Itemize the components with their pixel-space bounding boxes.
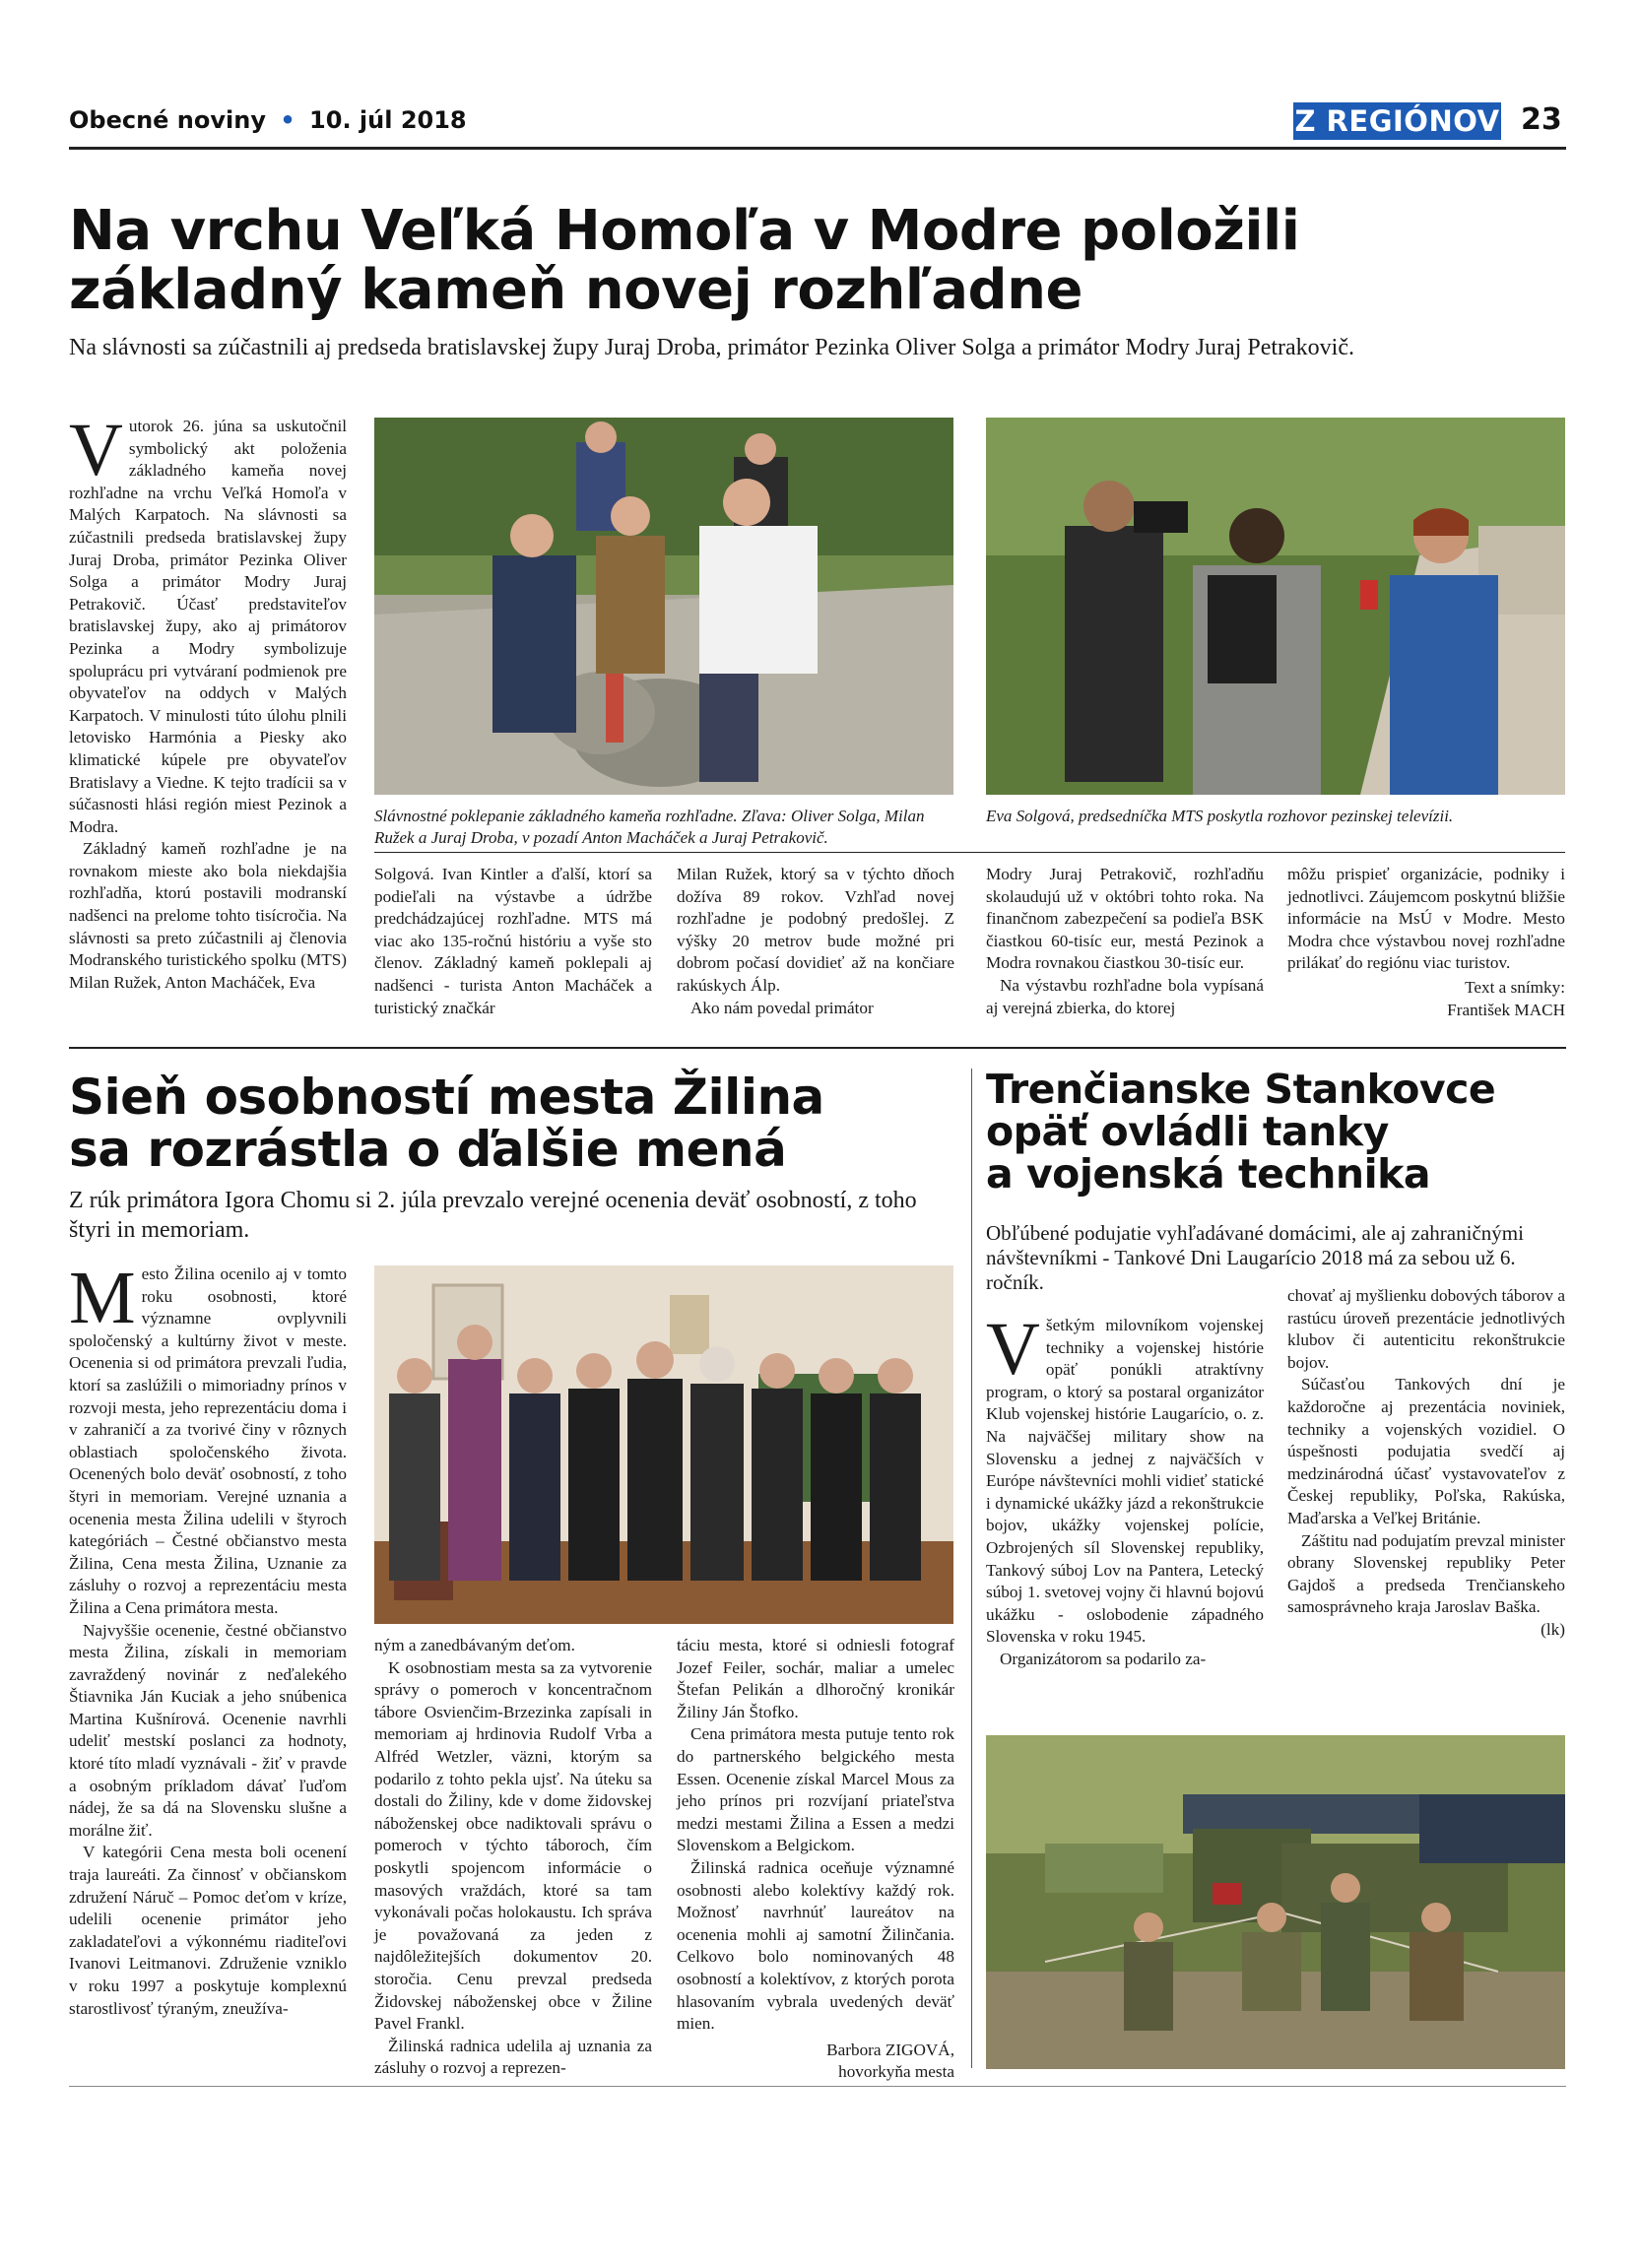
article3-paragraph: chovať aj myšlienku dobových táborov a rastúcu úroveň prezentácie jednotlivých klubov či autenticitu rekonštrukcie bojov. <box>1287 1286 1565 1372</box>
article3-dropcap: V <box>986 1308 1040 1391</box>
article2-paragraph: Najvyššie ocenenie, čestné občianstvo mesta Žilina, získali in memoriam zavraždený novinár z neďalekého Štiavnika Ján Kuciak a jeho snúbenica Martina Kušnírová. Ocenenie navrhli udeliť mestskí poslanci za hodnoty, ktoré títo mladí vyznávali - žiť v pravde a osobným príkladom dávať ľuďom nádej, že sa dá na Slovensku slušne a morálne žiť. <box>69 1620 347 1840</box>
column-separator <box>971 1069 972 2068</box>
article3-column-2 <box>1287 1285 1565 1642</box>
article1-column-2 <box>374 864 652 1019</box>
article3-title-line: opäť ovládli tanky <box>986 1108 1389 1155</box>
article3-lead: Obľúbené podujatie vyhľadávané domácimi, ale aj zahraničnými návštevníkmi - Tankové Dni Laugarício 2018 má za sebou už 6. ročník. <box>986 1221 1524 1294</box>
running-header <box>69 106 467 134</box>
article2-dropcap: M <box>69 1257 136 1339</box>
article2-title-line: sa rozrástla o ďalšie mená <box>69 1121 787 1178</box>
article1-paragraph: utorok 26. júna sa uskutočnil symbolický akt položenia základného kameňa novej rozhľadne na vrchu Veľká Homoľa v Malých Karpatoch. Na slávnosti sa zúčastnili predseda bratislavskej župy Juraj Droba, primátor Pezinka Oliver Solga a primátor Modry Juraj Petrakovič. Účasť predstaviteľov bratislavskej župy, ako aj primátorov Pezinka a Modry symbolizuje spoluprácu pri vytváraní podmienok pre obyvateľov na oddych v Malých Karpatoch. V minulosti túto úlohu plnili letovisko Harmónia a Piesky ako klimatické kúpele pre obyvateľov Bratislavy a Viedne. K tejto tradícii sa v súčasnosti hlási región miest Pezinok a Modra. <box>69 417 347 836</box>
header-rule <box>69 147 1566 150</box>
article2-paragraph: Žilinská radnica oceňuje významné osobnosti alebo kolektívy každý rok. Možnosť navrhnúť laureátov na ocenenia mohli aj samotní Žilinčania. Celkovo bolo nominovaných 48 osobností a kolektívov, z ktorých porota hlasovaním vybrala uvedených deväť mien. <box>677 1857 954 2034</box>
article2-paragraph: K osobnostiam mesta sa za vytvorenie správy o pomeroch v koncentračnom tábore Osvienčim-Brzezinka zapísali in memoriam aj hrdinovia Rudolf Vrba a Alfréd Wetzler, väzni, ktorým sa podarilo z tohto pekla ujsť. Na úteku sa dostali do Žiliny, kde v dome židovskej náboženskej obce nadiktovali správu o pomeroch v týchto táboroch, čím poskytli spojencom informácie o masových vraždách, ktoré sa tam vykonávali počas holokaustu. Ich správa je považovaná za jeden z najdôležitejších dokumentov 20. storočia. Cenu prevzal predseda Židovskej náboženskej obce v Žiline Pavel Frankl. <box>374 1657 652 2034</box>
article1-photo-interview <box>986 418 1565 795</box>
article1-column-1 <box>69 409 347 994</box>
article2-credit-line: Barbora ZIGOVÁ, <box>826 2040 954 2059</box>
article3-credit: (lk) <box>1541 1619 1565 1639</box>
article2-paragraph: Žilinská radnica udelila aj uznania za zásluhy o rozvoj a reprezen- <box>374 2036 652 2078</box>
article2-title <box>69 1071 955 1176</box>
article1-paragraph: Na výstavbu rozhľadne bola vypísaná aj verejná zbierka, do ktorej <box>986 975 1264 1017</box>
article2-title-line: Sieň osobností mesta Žilina <box>69 1069 824 1126</box>
article1-column-5 <box>1287 864 1565 1021</box>
article1-paragraph: Milan Ružek, ktorý sa v týchto dňoch dožíva 89 rokov. Vzhľad novej rozhľadne je podobný predošlej. Z výšky 20 metrov bude možné pri dobrom počasí dovidieť až na končiare rakúskych Álp. <box>677 865 954 995</box>
article1-lead: Na slávnosti sa zúčastnili aj predseda bratislavskej župy Juraj Droba, primátor Pezinka Oliver Solga a primátor Modry Juraj Petrakovič. <box>69 335 1354 360</box>
article3-paragraph: Súčasťou Tankových dní je každoročne aj prezentácia noviniek, techniky a vojenských vozidiel. O úspešnosti podujatia svedčí aj medzinárodná účasť vystavovateľov z Českej republiky, Poľska, Rakúska, Maďarska a Veľkej Británie. <box>1287 1375 1565 1527</box>
header-bullet: • <box>280 106 295 134</box>
article3-paragraph: šetkým milovníkom vojenskej techniky a vojenskej histórie opäť ponúkli atraktívny program, o ktorý sa postaral organizátor Klub vojenskej histórie Laugarício, o. z. Na najväčšej military show na Slovensku a jednej z najväčších v Európe návštevníci mohli vidieť statické i dynamické ukážky jázd a rekonštrukcie bojov, ukážky vojenskej polície, Ozbrojených síl Slovenskej republiky, Tankový súboj Lov na Pantera, Letecký súboj 1. svetovej vojny či hlavnú bojovú ukážku - oslobodenie západného Slovenska v roku 1945. <box>986 1316 1264 1647</box>
article1-title: Na vrchu Veľká Homoľa v Modre položili základný kameň novej rozhľadne <box>69 199 1300 322</box>
article1-credit-line: Text a snímky: <box>1465 977 1565 997</box>
article1-dropcap: V <box>69 409 123 491</box>
article3-paragraph: Organizátorom sa podarilo za- <box>1000 1649 1207 1668</box>
article2-credit-line: hovorkyňa mesta <box>838 2062 954 2082</box>
article3-paragraph: Záštitu nad podujatím prevzal minister obrany Slovenskej republiky Peter Gajdoš a predseda Trenčianskeho samosprávneho kraja Jaroslav Baška. <box>1287 1530 1565 1617</box>
article2-paragraph: táciu mesta, ktoré si odniesli fotograf Jozef Feiler, sochár, maliar a umelec Štefan Pelikán a dlhoročný kronikár Žiliny Ján Štofko. <box>677 1636 954 1721</box>
article2-credit <box>677 2040 954 2084</box>
article2-column-3 <box>677 1635 954 2084</box>
article3-title <box>986 1066 1567 1198</box>
article1-paragraph: môžu prispieť organizácie, podniky i jednotlivci. Záujemcom poskytnú bližšie informácie na MsÚ v Modre. Mesto Modra chce výstavbou novej rozhľadne prilákať do regiónu viac turistov. <box>1287 865 1565 973</box>
article2-lead: Z rúk primátora Igora Chomu si 2. júla prevzalo verejné ocenenia deväť osobností, z toho štyri in memoriam. <box>69 1188 917 1243</box>
article1-caption-2: Eva Solgová, predsedníčka MTS poskytla rozhovor pezinskej televízii. <box>986 807 1454 825</box>
article1-paragraph: Ako nám povedal primátor <box>690 998 874 1017</box>
article1-column-4 <box>986 864 1264 1019</box>
article1-paragraph: Základný kameň rozhľadne je na rovnakom mieste ako bola niekdajšia rozhľadňa, ktorú postavili modranskí nadšenci na prelome tohto tisícročia. Na slávnosti sa preto zúčastnili aj členovia Modranského turistického spolku (MTS) Milan Ružek, Anton Macháček, Eva <box>69 839 347 992</box>
article1-bottom-rule <box>69 1047 1566 1049</box>
article3-title-line: a vojenská technika <box>986 1150 1431 1198</box>
article3-column-1 <box>986 1308 1264 1671</box>
article1-paragraph: Solgová. Ivan Kintler a ďalší, ktorí sa podieľali na výstavbe a údržbe predchádzajúcej rozhľadne. MTS má viac ako 135-ročnú históriu a vyše sto členov. Základný kameň poklepali aj nadšenci - turista Anton Macháček a turistický značkár <box>374 865 652 1017</box>
footer-rule <box>69 2086 1566 2087</box>
article2-paragraph: ným a zanedbávaným deťom. <box>374 1636 575 1654</box>
article1-photo-cornerstone <box>374 418 953 795</box>
issue-date: 10. júl 2018 <box>309 106 467 134</box>
article2-photo-laureates <box>374 1265 953 1624</box>
article1-caption-1: Slávnostné poklepanie základného kameňa rozhľadne. Zľava: Oliver Solga, Milan Ružek a Juraj Droba, v pozadí Anton Macháček a Juraj Petrakovič. <box>374 807 925 847</box>
article2-column-1 <box>69 1257 347 2020</box>
article1-credit <box>1287 977 1565 1021</box>
article1-credit-line: František MACH <box>1447 1000 1565 1019</box>
article2-column-2 <box>374 1635 652 2080</box>
article1-paragraph: Modry Juraj Petrakovič, rozhľadňu skolaudujú už v októbri tohto roka. Na finančnom zabezpečení sa podieľa BSK čiastkou 60-tisíc eur, mestá Pezinok a Modra rovnakou čiastkou 30-tisíc eur. <box>986 865 1264 973</box>
caption-rule <box>374 852 1565 853</box>
publication-name: Obecné noviny <box>69 106 266 134</box>
article2-paragraph: Cena primátora mesta putuje tento rok do partnerského belgického mesta Essen. Ocenenie získal Marcel Mous za jeho prínos pri rozvíjaní priateľstva medzi mestami Žilina a Essen a medzi Slovenskom a Belgickom. <box>677 1724 954 1855</box>
section-tag: Z REGIÓNOV <box>1294 104 1500 138</box>
article3-photo-tanks <box>986 1735 1565 2069</box>
article1-column-3 <box>677 864 954 1019</box>
page-number: 23 <box>1521 102 1562 137</box>
article2-paragraph: V kategórii Cena mesta boli ocenení traja laureáti. Za činnosť v občianskom združení Náruč – Pomoc deťom v kríze, udelili ocenenie primátor jeho zakladateľovi a výkonnému riaditeľovi Ivanovi Leitmanovi. Združenie vzniklo v roku 1997 a poskytuje komplexnú starostlivosť týraným, zneužíva- <box>69 1843 347 2018</box>
article2-paragraph: esto Žilina ocenilo aj v tomto roku osobnosti, ktoré významne ovplyvnili spoločenský a kultúrny život v meste. Ocenenia si od primátora prevzali ľudia, ktorí sa zaslúžili o mimoriadny prínos v rozvoji mesta, jeho reprezentáciu doma i v zahraničí a za tvorivé činy v rôznych oblastiach spoločenského života. Ocenených bolo deväť osobností, z toho štyri in memoriam. Verejné uznania a ocenenia mesta Žilina udelili v štyroch kategóriách – Čestné občianstvo mesta Žilina, Cena mesta Žilina, Uznanie za zásluhy o rozvoj a reprezentáciu mesta Žilina a Cena primátora mesta. <box>69 1264 347 1617</box>
article3-title-line: Trenčianske Stankovce <box>986 1066 1496 1113</box>
